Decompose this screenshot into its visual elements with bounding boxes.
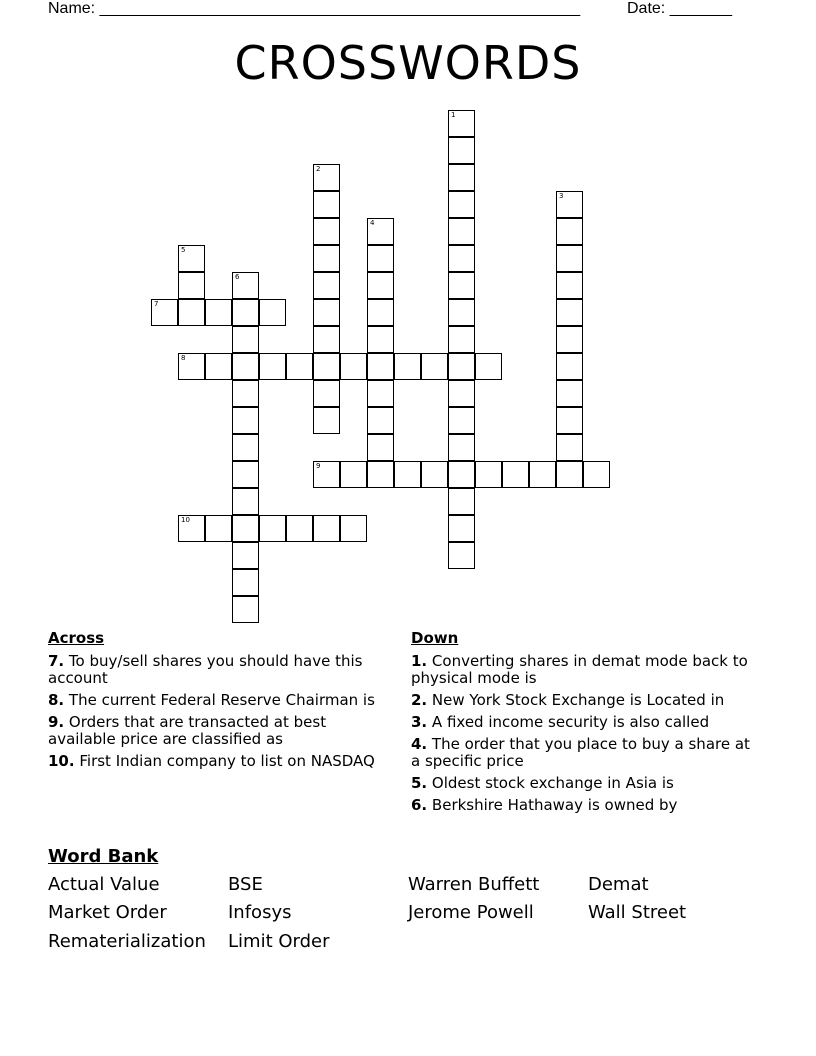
grid-number: 2 xyxy=(316,165,321,173)
word-bank-item: Market Order xyxy=(48,902,167,923)
grid-cell[interactable] xyxy=(556,218,583,245)
grid-cell[interactable] xyxy=(232,407,259,434)
grid-cell[interactable] xyxy=(313,245,340,272)
clue-down-1: 1. Converting shares in demat mode back to physical mode is xyxy=(411,652,748,687)
grid-cell[interactable] xyxy=(448,461,475,488)
grid-cell[interactable] xyxy=(232,569,259,596)
grid-cell[interactable] xyxy=(205,299,232,326)
grid-cell[interactable] xyxy=(313,272,340,299)
grid-cell[interactable] xyxy=(421,461,448,488)
grid-cell[interactable] xyxy=(232,353,259,380)
grid-cell[interactable] xyxy=(178,515,205,542)
grid-cell[interactable] xyxy=(448,488,475,515)
grid-cell[interactable] xyxy=(448,326,475,353)
grid-cell[interactable] xyxy=(232,542,259,569)
grid-cell[interactable] xyxy=(367,434,394,461)
grid-cell[interactable] xyxy=(502,461,529,488)
grid-cell[interactable] xyxy=(475,461,502,488)
word-bank-item: Infosys xyxy=(228,902,292,923)
grid-cell[interactable] xyxy=(448,137,475,164)
clue-down-4: 4. The order that you place to buy a share at a specific price xyxy=(411,735,750,770)
grid-cell[interactable] xyxy=(232,434,259,461)
grid-cell[interactable] xyxy=(556,191,583,218)
grid-cell[interactable] xyxy=(259,299,286,326)
across-heading: Across xyxy=(48,629,105,647)
grid-cell[interactable] xyxy=(367,353,394,380)
grid-cell[interactable] xyxy=(205,353,232,380)
grid-cell[interactable] xyxy=(313,407,340,434)
grid-cell[interactable] xyxy=(232,326,259,353)
word-bank-item: Jerome Powell xyxy=(408,902,534,923)
grid-cell[interactable] xyxy=(232,488,259,515)
clue-across-9: 9. Orders that are transacted at best available price are classified as xyxy=(48,713,327,748)
grid-cell[interactable] xyxy=(448,353,475,380)
grid-cell[interactable] xyxy=(394,461,421,488)
grid-number: 7 xyxy=(154,300,159,308)
grid-cell[interactable] xyxy=(259,353,286,380)
word-bank-item: Limit Order xyxy=(228,931,330,952)
grid-cell[interactable] xyxy=(340,353,367,380)
grid-cell[interactable] xyxy=(313,353,340,380)
grid-cell[interactable] xyxy=(556,326,583,353)
word-bank-item: Wall Street xyxy=(588,902,687,923)
word-bank-title: Word Bank xyxy=(48,846,159,867)
grid-cell[interactable] xyxy=(178,299,205,326)
grid-cell[interactable] xyxy=(448,218,475,245)
down-heading: Down xyxy=(411,629,459,647)
grid-cell[interactable] xyxy=(448,434,475,461)
grid-number: 6 xyxy=(235,273,240,281)
grid-number: 4 xyxy=(370,219,375,227)
clue-across-8: 8. The current Federal Reserve Chairman is xyxy=(48,691,375,709)
grid-number: 9 xyxy=(316,462,321,470)
grid-cell[interactable] xyxy=(367,272,394,299)
grid-cell[interactable] xyxy=(313,164,340,191)
date-field-label: Date: _______ xyxy=(627,0,732,17)
grid-cell[interactable] xyxy=(232,461,259,488)
grid-cell[interactable] xyxy=(556,245,583,272)
grid-cell[interactable] xyxy=(448,380,475,407)
grid-cell[interactable] xyxy=(313,515,340,542)
grid-cell[interactable] xyxy=(448,515,475,542)
clue-down-5: 5. Oldest stock exchange in Asia is xyxy=(411,774,674,792)
grid-cell[interactable] xyxy=(556,407,583,434)
grid-cell[interactable] xyxy=(340,515,367,542)
grid-cell[interactable] xyxy=(313,218,340,245)
name-field-label: Name: ______________________________________________________ xyxy=(48,0,581,17)
clue-down-2: 2. New York Stock Exchange is Located in xyxy=(411,691,725,709)
grid-number: 10 xyxy=(181,516,190,524)
grid-cell[interactable] xyxy=(151,299,178,326)
grid-cell[interactable] xyxy=(556,434,583,461)
grid-cell[interactable] xyxy=(556,380,583,407)
grid-cell[interactable] xyxy=(529,461,556,488)
grid-cell[interactable] xyxy=(448,191,475,218)
clue-down-6: 6. Berkshire Hathaway is owned by xyxy=(411,796,678,814)
grid-cell[interactable] xyxy=(448,299,475,326)
grid-cell[interactable] xyxy=(556,272,583,299)
grid-cell[interactable] xyxy=(313,380,340,407)
grid-cell[interactable] xyxy=(448,110,475,137)
down-clues xyxy=(411,630,761,819)
grid-cell[interactable] xyxy=(367,299,394,326)
page-title: CROSSWORDS xyxy=(234,36,582,90)
grid-cell[interactable] xyxy=(205,515,232,542)
grid-number: 8 xyxy=(181,354,186,362)
grid-cell[interactable] xyxy=(475,353,502,380)
grid-cell[interactable] xyxy=(367,218,394,245)
grid-number: 3 xyxy=(559,192,564,200)
word-bank-item: Warren Buffett xyxy=(408,874,540,895)
grid-cell[interactable] xyxy=(367,326,394,353)
clue-across-10: 10. First Indian company to list on NASDAQ xyxy=(48,752,375,770)
grid-cell[interactable] xyxy=(556,299,583,326)
grid-cell[interactable] xyxy=(367,245,394,272)
grid-cell[interactable] xyxy=(556,353,583,380)
grid-cell[interactable] xyxy=(286,515,313,542)
grid-cell[interactable] xyxy=(286,353,313,380)
grid-cell[interactable] xyxy=(313,191,340,218)
grid-cell[interactable] xyxy=(232,515,259,542)
grid-cell[interactable] xyxy=(583,461,610,488)
grid-cell[interactable] xyxy=(313,461,340,488)
grid-cell[interactable] xyxy=(367,407,394,434)
grid-cell[interactable] xyxy=(394,353,421,380)
grid-number: 5 xyxy=(181,246,186,254)
grid-cell[interactable] xyxy=(313,326,340,353)
clue-down-3: 3. A fixed income security is also called xyxy=(411,713,710,731)
grid-cell[interactable] xyxy=(448,407,475,434)
grid-cell[interactable] xyxy=(448,272,475,299)
clue-across-7: 7. To buy/sell shares you should have this account xyxy=(48,652,363,687)
grid-cell[interactable] xyxy=(367,380,394,407)
grid-cell[interactable] xyxy=(448,164,475,191)
grid-cell[interactable] xyxy=(259,515,286,542)
grid-cell[interactable] xyxy=(313,299,340,326)
grid-cell[interactable] xyxy=(448,245,475,272)
grid-cell[interactable] xyxy=(178,272,205,299)
grid-number: 1 xyxy=(451,111,456,119)
grid-cell[interactable] xyxy=(178,245,205,272)
across-clues xyxy=(48,630,398,775)
grid-cell[interactable] xyxy=(448,542,475,569)
grid-cell[interactable] xyxy=(367,461,394,488)
word-bank-item: BSE xyxy=(228,874,263,895)
grid-cell[interactable] xyxy=(232,299,259,326)
grid-cell[interactable] xyxy=(232,380,259,407)
word-bank-item: Demat xyxy=(588,874,649,895)
grid-cell[interactable] xyxy=(232,596,259,623)
grid-cell[interactable] xyxy=(556,461,583,488)
grid-cell[interactable] xyxy=(178,353,205,380)
grid-cell[interactable] xyxy=(232,272,259,299)
word-bank-item: Actual Value xyxy=(48,874,160,895)
word-bank-item: Rematerialization xyxy=(48,931,206,952)
grid-cell[interactable] xyxy=(340,461,367,488)
grid-cell[interactable] xyxy=(421,353,448,380)
